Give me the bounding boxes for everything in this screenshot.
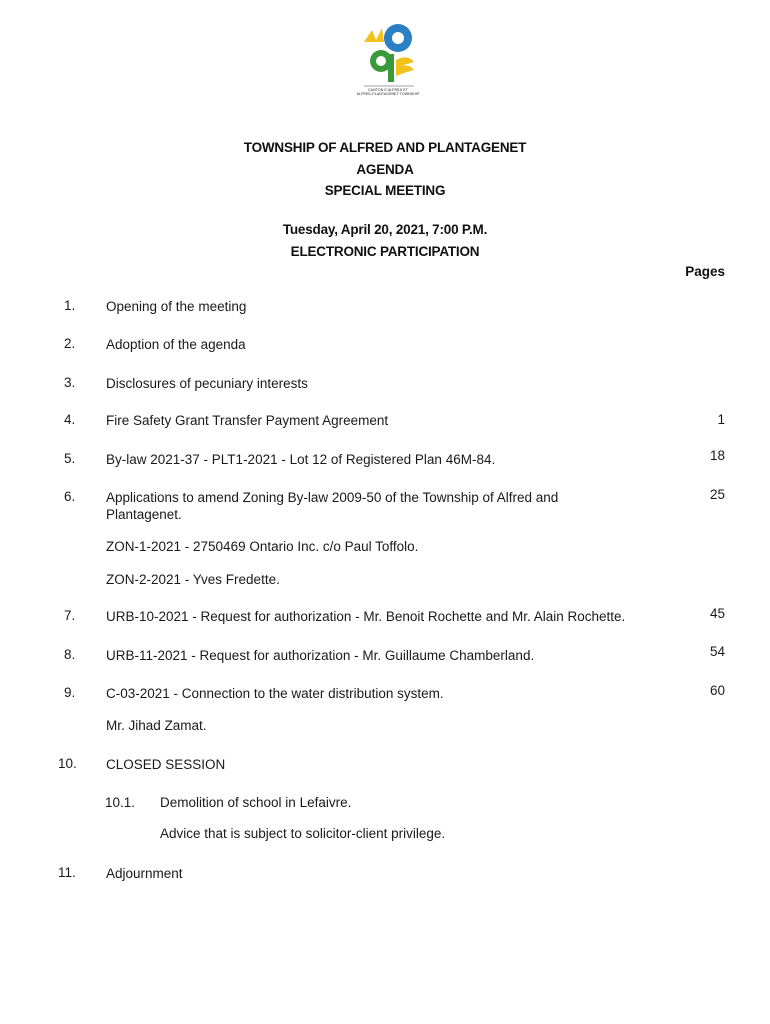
item-note-text: ZON-1-2021 - 2750469 Ontario Inc. c/o Paul Toffolo. — [106, 539, 419, 554]
subitem-title: Demolition of school in Lefaivre. — [160, 795, 352, 810]
item-number: 8. — [64, 647, 76, 662]
meeting-type: SPECIAL MEETING — [324, 183, 446, 198]
pages-column-header: Pages — [685, 264, 725, 279]
item-title: URB-11-2021 - Request for authorization - Mr. Guillaume Chamberland. — [106, 648, 535, 663]
item-number: 2. — [64, 336, 76, 351]
item-page: 60 — [709, 683, 725, 698]
item-number: 10. — [58, 756, 77, 771]
item-number: 1. — [64, 298, 76, 313]
meeting-date: Tuesday, April 20, 2021, 7:00 P.M. — [282, 222, 488, 237]
subitem-note-text: Advice that is subject to solicitor-client privilege. — [160, 826, 446, 841]
item-page: 18 — [709, 448, 725, 463]
item-title: C-03-2021 - Connection to the water distribution system. — [106, 686, 444, 701]
item-number: 3. — [64, 375, 76, 390]
item-title: URB-10-2021 - Request for authorization - Mr. Benoit Rochette and Mr. Alain Rochette. — [106, 609, 626, 624]
item-page: 1 — [717, 412, 725, 427]
item-number: 6. — [64, 489, 76, 504]
item-number: 4. — [64, 412, 76, 427]
item-number: 7. — [64, 608, 76, 623]
subitem-number: 10.1. — [105, 795, 136, 810]
item-title: CLOSED SESSION — [106, 757, 226, 772]
item-number: 5. — [64, 451, 76, 466]
participation-mode: ELECTRONIC PARTICIPATION — [290, 244, 480, 259]
logo-caption — [352, 88, 424, 96]
item-number: 9. — [64, 685, 76, 700]
item-title: Applications to amend Zoning By-law 2009-50 of the Township of Alfred and Plantagenet. — [106, 490, 559, 522]
agenda-title: AGENDA — [356, 162, 414, 177]
item-note-text: ZON-2-2021 - Yves Fredette. — [106, 572, 280, 587]
item-note-text: Mr. Jihad Zamat. — [106, 718, 207, 733]
item-page: 54 — [709, 644, 725, 659]
item-title: Disclosures of pecuniary interests — [106, 376, 308, 391]
item-page: 25 — [709, 487, 725, 502]
logo-caption-line1: CANTON D'ALFRED ET — [368, 88, 408, 92]
item-title: By-law 2021-37 - PLT1-2021 - Lot 12 of Registered Plan 46M-84. — [106, 452, 496, 467]
item-page: 45 — [709, 606, 725, 621]
logo-caption-line2: ALFRED-PLANTAGENET TOWNSHIP — [356, 92, 420, 96]
item-title: Fire Safety Grant Transfer Payment Agreement — [106, 413, 389, 428]
item-number: 11. — [58, 865, 76, 880]
township-title: TOWNSHIP OF ALFRED AND PLANTAGENET — [243, 140, 527, 155]
item-title: Adjournment — [106, 866, 183, 881]
item-title: Opening of the meeting — [106, 299, 247, 314]
item-title: Adoption of the agenda — [106, 337, 246, 352]
